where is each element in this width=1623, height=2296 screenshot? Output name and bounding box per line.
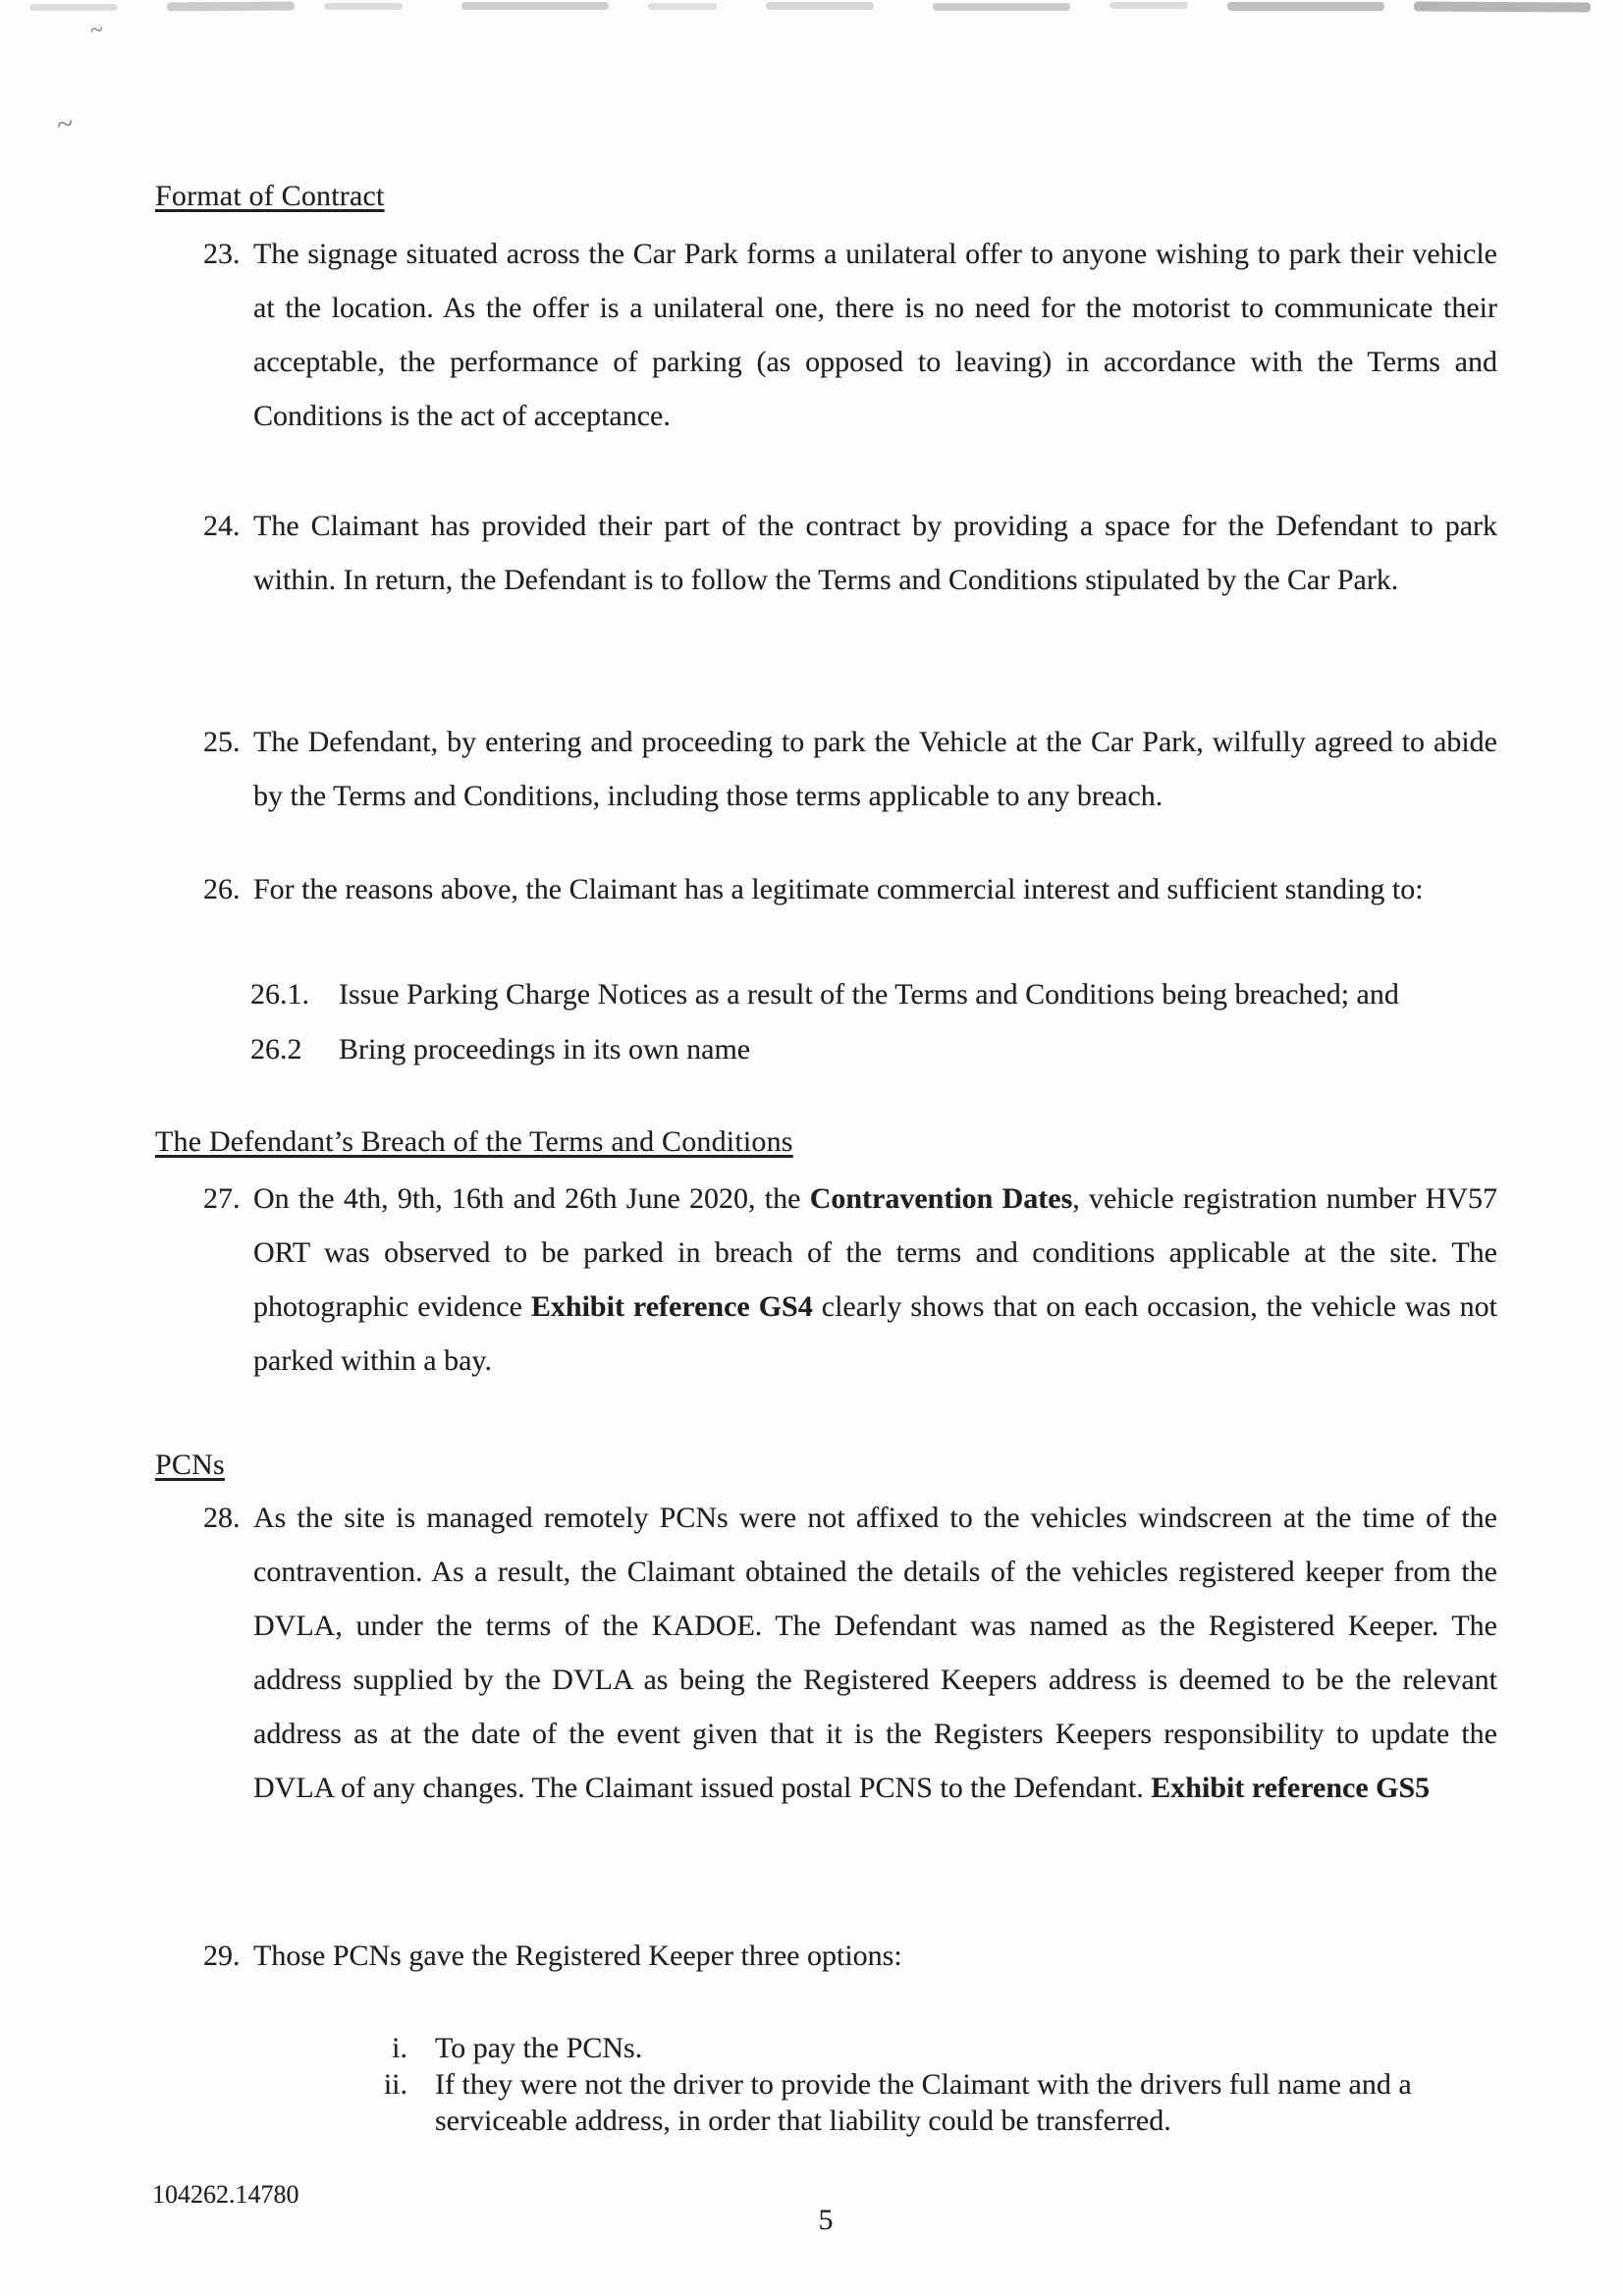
paragraph-number: 23. [203, 238, 241, 270]
paragraph-number: 25. [203, 726, 241, 758]
paragraph-27 [203, 1172, 1497, 1388]
subparagraph-number: 26.2 [250, 1033, 302, 1066]
subparagraph-text: Issue Parking Charge Notices as a result of the Terms and Conditions being breached; and [339, 978, 1399, 1011]
scan-smudge [766, 2, 874, 10]
scan-smudge [29, 4, 118, 11]
scan-smudge [167, 2, 295, 12]
scan-smudge [461, 2, 609, 10]
paragraph-24 [203, 499, 1497, 607]
option-text: If they were not the driver to provide the Claimant with the drivers full name and a serviceable address, in order that liability could be transferred. [435, 2068, 1412, 2137]
option-item-ii [344, 2066, 1522, 2139]
page-number: 5 [818, 2204, 834, 2236]
section-heading-defendants-breach: The Defendant’s Breach of the Terms and Conditions [155, 1125, 793, 1158]
scan-squiggle: ~ [88, 17, 105, 44]
option-numeral: i. [392, 2032, 407, 2064]
scan-smudge [1109, 2, 1188, 9]
paragraph-number: 27. [203, 1182, 241, 1215]
options-list [344, 2030, 1522, 2139]
scan-smudge [648, 3, 717, 10]
paragraph-23 [203, 227, 1497, 443]
option-numeral: ii. [383, 2068, 407, 2101]
paragraph-29 [203, 1938, 1497, 1974]
subparagraph-26-2 [250, 1031, 1497, 1067]
section-heading-format-of-contract: Format of Contract [155, 180, 385, 212]
document-reference-number: 104262.14780 [152, 2180, 299, 2209]
subparagraph-number: 26.1. [250, 978, 309, 1011]
paragraph-number: 28. [203, 1502, 241, 1534]
scan-smudge [933, 3, 1070, 11]
paragraph-text: For the reasons above, the Claimant has a legitimate commercial interest and sufficient standing to: [253, 873, 1424, 905]
paragraph-number: 29. [203, 1940, 241, 1972]
subparagraph-26-1 [250, 976, 1497, 1012]
subparagraph-text: Bring proceedings in its own name [339, 1033, 751, 1066]
paragraph-28 [203, 1491, 1497, 1815]
paragraph-number: 26. [203, 873, 241, 905]
section-heading-pcns: PCNs [155, 1449, 225, 1481]
paragraph-number: 24. [203, 510, 241, 542]
scan-smudge [1414, 2, 1591, 13]
paragraph-25 [203, 715, 1497, 823]
paragraph-text: On the 4th, 9th, 16th and 26th June 2020, the Contravention Dates, vehicle registration number HV57 ORT was observed to be parked in breach of the terms and conditions applicable at the site. The photographic evidence Exhibit reference GS4 clearly shows that on each occasion, the vehicle was not parked within a bay. [253, 1182, 1498, 1377]
paragraph-text: Those PCNs gave the Registered Keeper three options: [253, 1940, 902, 1972]
paragraph-text: The Claimant has provided their part of the contract by providing a space for the Defendant to park within. In return, the Defendant is to follow the Terms and Conditions stipulated by the Car Park. [253, 510, 1497, 596]
scan-smudge [1227, 2, 1384, 11]
paragraph-text: The signage situated across the Car Park forms a unilateral offer to anyone wishing to park their vehicle at the location. As the offer is a unilateral one, there is no need for the motorist to communicate their acceptable, the performance of parking (as opposed to leaving) in accordance with the Terms and Conditions is the act of acceptance. [253, 238, 1497, 432]
paragraph-26 [203, 871, 1497, 907]
paragraph-text: The Defendant, by entering and proceeding to park the Vehicle at the Car Park, wilfully agreed to abide by the Terms and Conditions, including those terms applicable to any breach. [253, 726, 1497, 812]
option-item-i [344, 2030, 1522, 2066]
paragraph-text: As the site is managed remotely PCNs were not affixed to the vehicles windscreen at the time of the contravention. As a result, the Claimant obtained the details of the vehicles registered keeper from the DVLA, under the terms of the KADOE. The Defendant was named as the Registered Keeper. The address supplied by the DVLA as being the Registered Keepers address is deemed to be the relevant address as at the date of the event given that it is the Registers Keepers responsibility to update the DVLA of any changes. The Claimant issued postal PCNS to the Defendant. Exhibit reference GS5 [253, 1502, 1497, 1804]
scan-smudge [324, 3, 403, 10]
option-text: To pay the PCNs. [435, 2032, 643, 2064]
scan-squiggle: ~ [54, 107, 76, 141]
